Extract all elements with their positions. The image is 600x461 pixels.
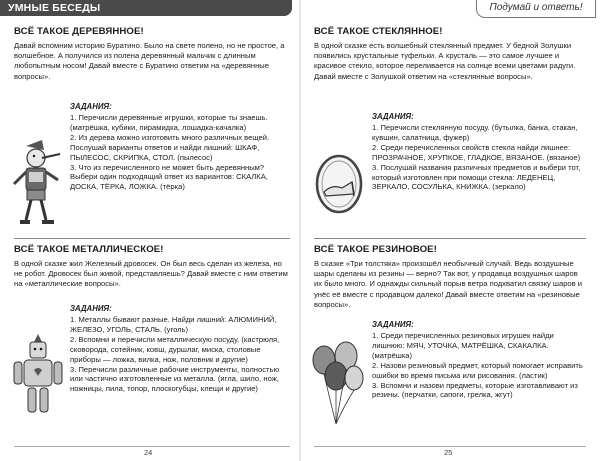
task-item: 1. Перечисли стеклянную посуду. (бутылка, банка, стакан, кувшин, салатница, фужер): [372, 123, 578, 142]
task-item: 1. Металлы бывают разные. Найди лишний: АЛЮМИНИЙ, ЖЕЛЕЗО, УГОЛЬ, СТАЛЬ. (уголь): [70, 315, 277, 334]
section-rubber: [314, 244, 586, 314]
section-divider: [314, 238, 586, 239]
page-number: 24: [144, 448, 153, 457]
page-right: [300, 0, 600, 461]
section-intro: В одной сказке есть волшебный стеклянный предмет. У бедной Золушки появились хрустальные туфельки. А хрусталь — это самое лучшее и красивое стекло, которое переливается на солнце всеми цветами радуги. Давай вместе с Золушкой ответим на «стеклянные вопросы».: [314, 41, 576, 81]
balloons-icon: [308, 340, 368, 428]
section-glass: [314, 26, 586, 86]
section-title: ВСЁ ТАКОЕ МЕТАЛЛИЧЕСКОЕ!: [14, 244, 164, 255]
section-title: ВСЁ ТАКОЕ СТЕКЛЯННОЕ!: [314, 26, 443, 37]
task-item: 3. Что из перечисленного не может быть деревянным? Выбери один подходящий ответ из вариантов: СКАЛКА, ДОСКА, ТЁРКА, ЛОЖКА. (тёрка): [70, 162, 268, 192]
section-title: ВСЁ ТАКОЕ ДЕРЕВЯННОЕ!: [14, 26, 144, 37]
tasks-label: ЗАДАНИЯ:: [372, 112, 414, 121]
tasks-rubber: [372, 320, 586, 400]
section-intro: В одной сказке жил Железный дровосек. Он был весь сделан из железа, но не робот. Дровосек был живой, представляешь? Давай вместе с ним ответим на «металлические вопросы».: [14, 259, 288, 289]
tasks-glass: [372, 112, 586, 192]
section-metal: [14, 244, 290, 294]
task-item: 2. Назови резиновый предмет, который помогает исправить ошибки во время письма или рисования. (ластик): [372, 360, 583, 380]
task-item: 3. Послушай названия различных предметов и выбери тот, который изготовлен при помощи стекла: ЛЕДЕНЕЦ, ЗЕРКАЛО, СОСУЛЬКА, КНИЖКА. (зеркало): [372, 162, 581, 192]
tasks-metal: [70, 304, 290, 394]
pinocchio-icon: [8, 138, 68, 230]
task-item: 1. Перечисли деревянные игрушки, которые ты знаешь. (матрёшка, кубики, пирамидка, лошадка-качалка): [70, 113, 268, 132]
task-item: 2. Вспомни и перечисли металлическую посуду. (кастрюля, сковорода, сотейник, ковш, дуршлаг, миска, столовые приборы — ложка, вилка, нож, половник и другие): [70, 334, 280, 364]
page-number: 25: [444, 448, 453, 457]
section-wood: [14, 26, 290, 86]
tin-man-icon: [10, 332, 66, 418]
tasks-label: ЗАДАНИЯ:: [70, 304, 112, 313]
task-item: 2. Из дерева можно изготовить много различных вещей. Послушай варианты ответов и найди лишний: ШКАФ, ПЫЛЕСОС, СКРИПКА, СТОЛ. (пылесос): [70, 132, 270, 162]
running-header-right: Подумай и ответь!: [476, 0, 596, 18]
section-intro: В сказке «Три толстяка» произошёл необычный случай. Ведь воздушные шары сделаны из резины — верно? Так вот, у продавца воздушных шаров их было много. И однажды сильный порыв ветра подхватил связку шаров и унёс её вместе с продавцом далеко! Давай вместе ответим на «резиновые вопросы».: [314, 259, 583, 309]
tasks-wood: [70, 102, 290, 192]
running-header-left: УМНЫЕ БЕСЕДЫ: [0, 0, 292, 16]
footer-rule: [14, 446, 290, 447]
task-item: 2. Среди перечисленных свойств стекла найди лишнее: ПРОЗРАЧНОЕ, ХРУПКОЕ, ГЛАДКОЕ, ВЯЗАНОЕ. (вязаное): [372, 142, 581, 162]
task-item: 1. Среди перечисленных резиновых игрушек найди лишнюю: МЯЧ, УТОЧКА, МАТРЁШКА, СКАКАЛКА. (матрёшка): [372, 331, 554, 360]
section-title: ВСЁ ТАКОЕ РЕЗИНОВОЕ!: [314, 244, 437, 255]
section-divider: [14, 238, 290, 239]
footer-rule: [314, 446, 586, 447]
tasks-label: ЗАДАНИЯ:: [70, 102, 112, 111]
tasks-label: ЗАДАНИЯ:: [372, 320, 414, 329]
task-item: 3. Вспомни и назови предметы, которые изготавливают из резины. (перчатки, сапоги, грелка, жгут): [372, 380, 578, 400]
section-intro: Давай вспомним историю Буратино. Было на свете полено, но не простое, а волшебное. А получился из полена деревянный мальчик с длинным любопытным носом! Давай вместе с Буратино ответим на «деревянные вопросы».: [14, 41, 285, 81]
task-item: 3. Перечисли различные рабочие инструменты, полностью или частично изготовленные из металла. (игла, шило, нож, ножницы, пила, топор, плоскогубцы, клещи и другие): [70, 364, 280, 394]
glass-slipper-icon: [312, 152, 366, 218]
